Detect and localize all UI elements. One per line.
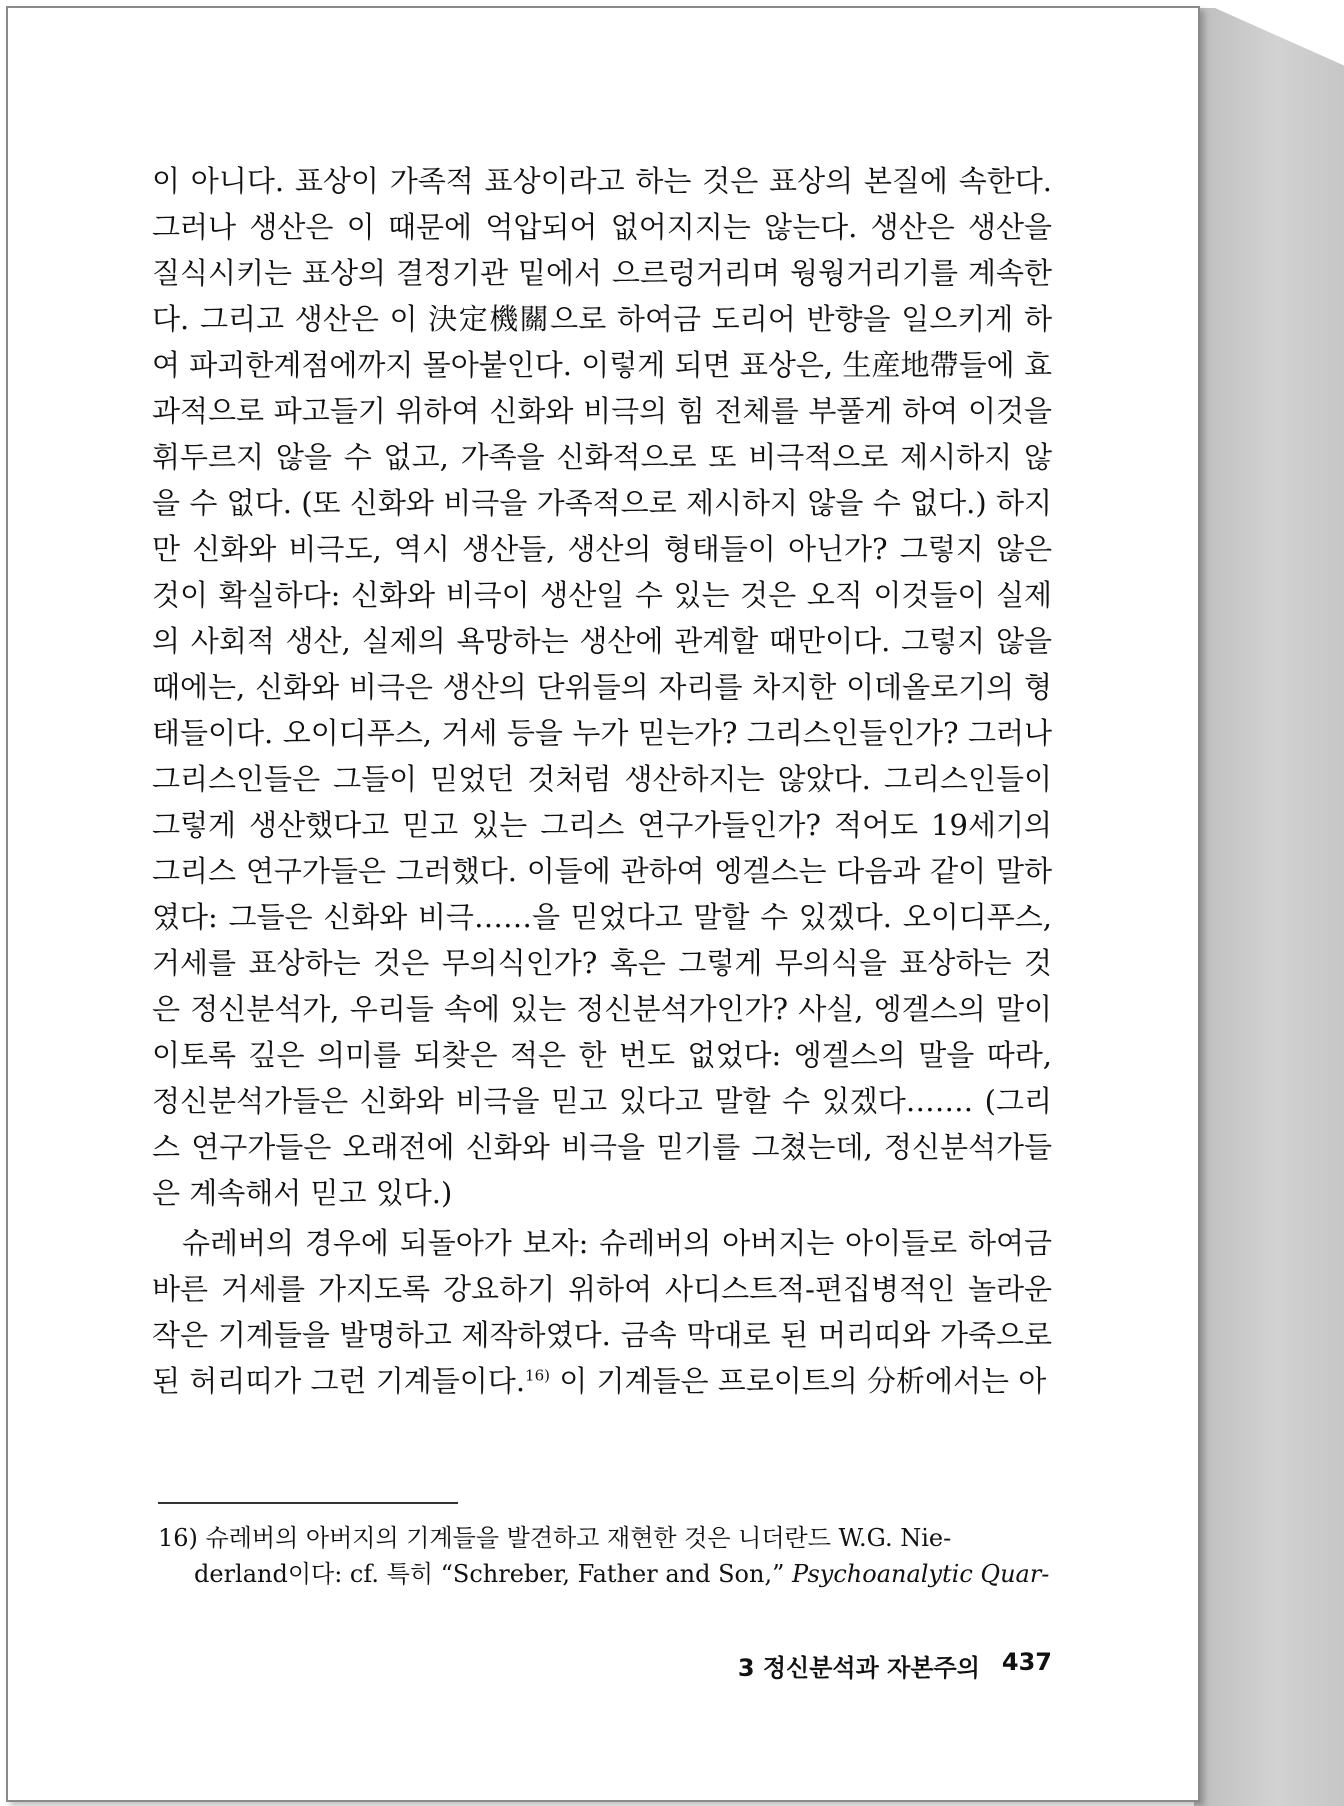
footnote-text-line2: [158, 1556, 1052, 1592]
paragraph-2: [152, 1220, 1052, 1404]
body-text: [152, 158, 1052, 1404]
footnote-text-line2-italic: Psychoanalytic Quar-: [791, 1560, 1050, 1588]
footnote-reference[interactable]: 16): [525, 1366, 550, 1385]
paragraph-2-text-a: 슈레버의 경우에 되돌아가 보자: 슈레버의 아버지는 아이들로 하여금 바른 거세를 가지도록 강요하기 위하여 사디스트적-편집병적인 놀라운 작은 기계들을 발명하고 제작하였다. 금속 막대로 된 머리띠와 가죽으로 된 허리띠가 그런 기계들이다.: [152, 1226, 1052, 1398]
running-footer: [688, 1648, 1052, 1683]
footnote: [158, 1520, 1052, 1592]
book-page: [6, 6, 1200, 1802]
paragraph-1: 이 아니다. 표상이 가족적 표상이라고 하는 것은 표상의 본질에 속한다. 그러나 생산은 이 때문에 억압되어 없어지지는 않는다. 생산은 생산을 질식시키는 표상의 결정기관 밑에서 으르렁거리며 웡웡거리기를 계속한다. 그리고 생산은 이 決定機關으로 하여금 도리어 반향을 일으키게 하여 파괴한계점에까지 몰아붙인다. 이렇게 되면 표상은, 生産地帶들에 효과적으로 파고들기 위하여 신화와 비극의 힘 전체를 부풀게 하여 이것을 휘두르지 않을 수 없고, 가족을 신화적으로 또 비극적으로 제시하지 않을 수 없다. (또 신화와 비극을 가족적으로 제시하지 않을 수 없다.) 하지만 신화와 비극도, 역시 생산들, 생산의 형태들이 아닌가? 그렇지 않은 것이 확실하다: 신화와 비극이 생산일 수 있는 것은 오직 이것들이 실제의 사회적 생산, 실제의 욕망하는 생산에 관계할 때만이다. 그렇지 않을 때에는, 신화와 비극은 생산의 단위들의 자리를 차지한 이데올로기의 형태들이다. 오이디푸스, 거세 등을 누가 믿는가? 그리스인들인가? 그러나 그리스인들은 그들이 믿었던 것처럼 생산하지는 않았다. 그리스인들이 그렇게 생산했다고 믿고 있는 그리스 연구가들인가? 적어도 19세기의 그리스 연구가들은 그러했다. 이들에 관하여 엥겔스는 다음과 같이 말하였다: 그들은 신화와 비극……을 믿었다고 말할 수 있겠다. 오이디푸스, 거세를 표상하는 것은 무의식인가? 혹은 그렇게 무의식을 표상하는 것은 정신분석가, 우리들 속에 있는 정신분석가인가? 사실, 엥겔스의 말이 이토록 깊은 의미를 되찾은 적은 한 번도 없었다: 엥겔스의 말을 따라, 정신분석가들은 신화와 비극을 믿고 있다고 말할 수 있겠다……. (그리스 연구가들은 오래전에 신화와 비극을 믿기를 그쳤는데, 정신분석가들은 계속해서 믿고 있다.): [152, 164, 1052, 1210]
page-number: 437: [1001, 1648, 1052, 1676]
paragraph-2-text-b: 이 기계들은 프로이트의 分析에서는 아: [550, 1364, 1047, 1398]
footnote-text-line2-plain: derland이다: cf. 특히 “Schreber, Father and Son,”: [194, 1560, 792, 1588]
chapter-title: 3 정신분석과 자본주의: [737, 1654, 980, 1682]
footnote-divider: [158, 1502, 458, 1504]
footnote-number: 16): [158, 1524, 198, 1552]
book-page-edge: [1194, 8, 1344, 1806]
footnote-text-line1: 슈레버의 아버지의 기계들을 발견하고 재현한 것은 니더란드 W.G. Nie-: [205, 1524, 952, 1552]
